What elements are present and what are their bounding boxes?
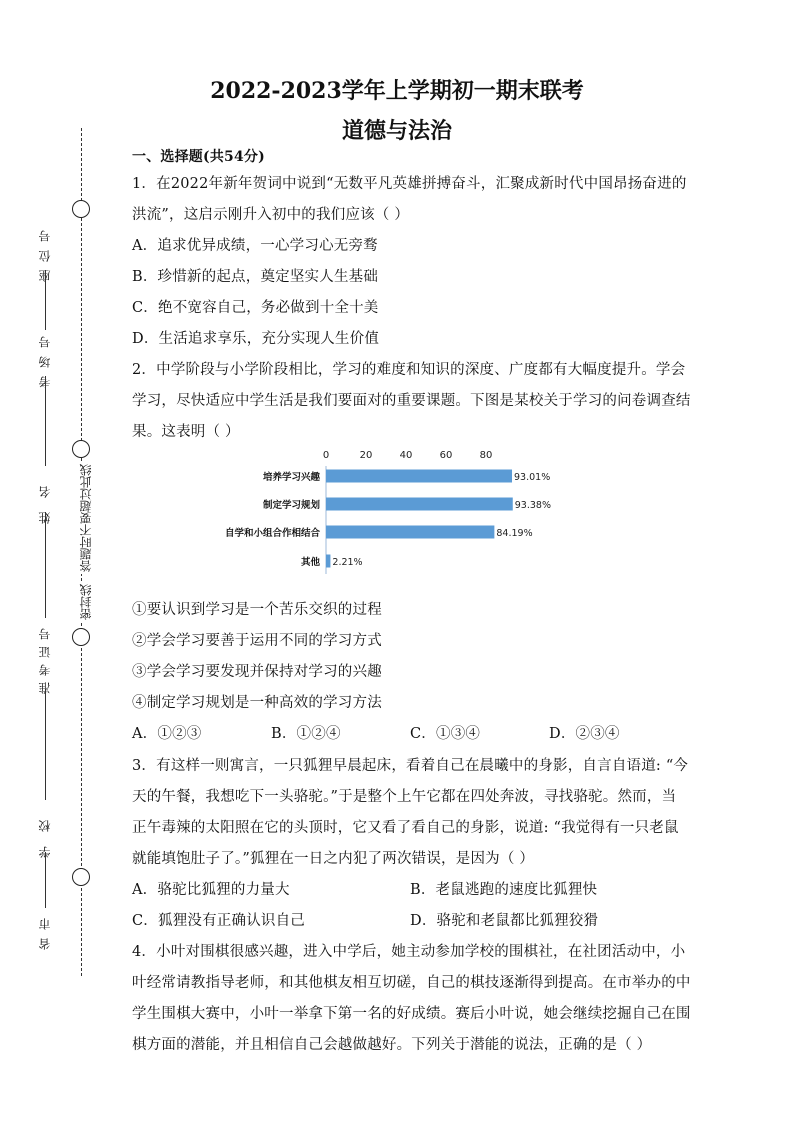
q2-stem-line1: 2．中学阶段与小学阶段相比，学习的难度和知识的深度、广度都有大幅度提升。学会 (132, 362, 686, 378)
seat-blank (45, 270, 46, 330)
q4-line1: 4．小叶对围棋很感兴趣，进入中学后，她主动参加学校的围棋社，在社团活动中，小 (132, 944, 686, 960)
q4-line4: 棋方面的潜能，并且相信自己会越做越好。下列关于潜能的说法，正确的是（ ） (132, 1037, 652, 1053)
q3-option-c: C．狐狸没有正确认识自己 (132, 913, 305, 929)
q1-option-c: C．绝不宽容自己，务必做到十全十美 (132, 300, 379, 316)
q3-line2: 天的午餐，我想吃下一头骆驼。”于是整个上午它都在四处奔波，寻找骆驼。然而，当 (132, 789, 677, 805)
q1-stem-line1: 1．在2022年新年贺词中说到“无数平凡英雄拼搏奋斗，汇聚成新时代中国昂扬奋进的 (132, 176, 687, 192)
name-label: 姓名 (38, 472, 52, 524)
q1-stem-line2: 洪流”，这启示刚升入初中的我们应该（ ） (132, 207, 410, 223)
category-label: 自学和小组合作相结合 (224, 528, 320, 539)
school-blank (45, 852, 46, 908)
name-blank (45, 512, 46, 618)
q3-option-d: D．骆驼和老鼠都比狐狸狡猾 (410, 913, 599, 929)
x-tick-label: 80 (479, 450, 493, 461)
q3-line4: 就能填饱肚子了。”狐狸在一日之内犯了两次错误，是因为（ ） (132, 851, 535, 867)
binding-hole-1 (72, 200, 90, 218)
survey-bar-chart (210, 446, 570, 582)
q3-line1: 3．有这样一则寓言，一只狐狸早晨起床，看着自己在晨曦中的身影，自言自语道: “今 (132, 758, 689, 774)
q2-statement-2: ②学会学习要善于运用不同的学习方式 (132, 633, 382, 649)
q2-stem-line3: 果。这表明（ ） (132, 424, 240, 440)
q2-stem-line2: 学习，尽快适应中学生活是我们要面对的重要课题。下图是某校关于学习的问卷调查结 (132, 393, 691, 409)
x-tick-label: 60 (439, 450, 453, 461)
room-label: 考场号 (38, 328, 52, 388)
q3-option-a: A．骆驼比狐狸的力量大 (132, 882, 290, 898)
value-label: 93.01% (514, 472, 551, 483)
q3-line3: 正午毒辣的太阳照在它的头顶时，它又看了看自己的身影，说道: “我觉得有一只老鼠 (132, 820, 679, 836)
exam-title: 2022-2023学年上学期初一期末联考 (210, 78, 584, 104)
q3-option-b: B．老鼠逃跑的速度比狐狸快 (410, 882, 598, 898)
q2-option-c: C．①③④ (410, 726, 481, 742)
q2-statement-1: ①要认识到学习是一个苦乐交织的过程 (132, 602, 382, 618)
seat-label: 座位号 (38, 222, 52, 282)
q1-option-b: B．珍惜新的起点，奠定坚实人生基础 (132, 269, 379, 285)
q2-option-b: B．①②④ (271, 726, 341, 742)
value-label: 93.38% (514, 500, 551, 511)
q4-line3: 学生围棋大赛中，小叶一举拿下第一名的好成绩。赛后小叶说，她会继续挖掘自己在围 (132, 1006, 691, 1022)
x-tick-label: 20 (359, 450, 373, 461)
bar (326, 555, 330, 568)
section-heading: 一、选择题(共54分) (132, 149, 265, 165)
category-label: 培养学习兴趣 (262, 472, 320, 483)
binding-hole-2 (72, 440, 90, 458)
q2-statement-4: ④制定学习规划是一种高效的学习方法 (132, 695, 382, 711)
bar (326, 470, 512, 483)
q1-option-a: A．追求优异成绩，一心学习心无旁骛 (132, 238, 378, 254)
seal-note: 答题时不要超过此线 (79, 464, 93, 572)
city-label: 省市 (38, 910, 52, 950)
category-label: 其他 (300, 557, 320, 568)
bar (326, 526, 494, 539)
q1-option-d: D．生活追求享乐，充分实现人生价值 (132, 331, 380, 347)
x-tick-label: 0 (322, 450, 330, 461)
q4-line2: 叶经常请教指导老师，和其他棋友相互切磋，自己的棋技逐渐得到提高。在市举办的中 (132, 975, 691, 991)
category-label: 制定学习规划 (262, 500, 320, 511)
binding-hole-3 (72, 628, 90, 646)
bar (326, 498, 513, 511)
subject-title: 道德与法治 (341, 118, 452, 144)
binding-hole-4 (72, 868, 90, 886)
x-tick-label: 40 (399, 450, 413, 461)
q2-option-d: D．②③④ (549, 726, 620, 742)
id-blank (45, 690, 46, 800)
room-blank (45, 376, 46, 466)
value-label: 2.21% (332, 557, 363, 568)
value-label: 84.19% (496, 528, 533, 539)
school-label: 学校 (38, 806, 52, 858)
seal-line-label: 密封线 (79, 584, 93, 620)
q2-option-a: A．①②③ (132, 726, 202, 742)
id-label: 准考证号 (38, 622, 52, 694)
q2-statement-3: ③学会学习要发现并保持对学习的兴趣 (132, 664, 382, 680)
